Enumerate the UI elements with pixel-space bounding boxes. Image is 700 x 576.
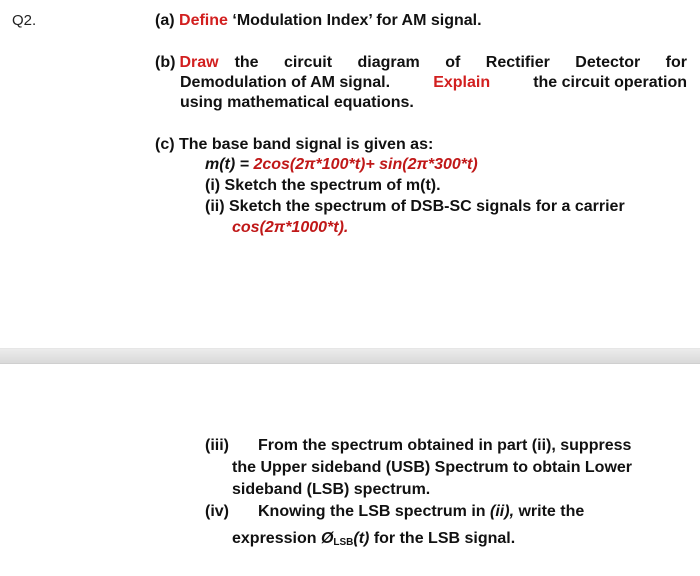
part-c-iv-ref: (ii), <box>490 503 515 520</box>
part-b-label: (b) <box>155 54 176 71</box>
equation-rhs: 2cos(2π*100*t)+ sin(2π*300*t) <box>253 156 478 173</box>
part-b-line2-pre: Demodulation of AM signal. <box>180 74 391 91</box>
part-c-iii-line2: the Upper sideband (USB) Spectrum to obtain Lower <box>232 459 633 476</box>
part-a-label: (a) <box>155 12 175 29</box>
part-a-text: ‘Modulation Index’ for AM signal. <box>232 12 482 29</box>
part-c-ii: (ii) Sketch the spectrum of DSB-SC signals for a carrier <box>205 198 625 215</box>
phi-lsb-symbol <box>321 530 369 547</box>
part-c-iv-line1-pre: Knowing the LSB spectrum in <box>258 503 486 520</box>
phi-symbol: Ø <box>320 530 334 547</box>
part-b-line3: using mathematical equations. <box>180 94 414 111</box>
phi-argument: (t) <box>353 530 370 547</box>
part-c-iii-line1: From the spectrum obtained in part (ii), suppress <box>258 437 632 454</box>
part-a <box>155 12 482 30</box>
baseband-equation <box>205 156 478 174</box>
part-c-iv-line2 <box>232 530 515 548</box>
draw-keyword: Draw <box>179 54 219 71</box>
explain-keyword: Explain <box>433 74 491 91</box>
part-c-iv-line1 <box>258 503 584 521</box>
part-c-intro: (c) The base band signal is given as: <box>155 136 434 153</box>
part-c-iv-line2-pre: expression <box>232 530 317 547</box>
part-c-iii-label: (iii) <box>205 437 229 454</box>
define-keyword: Define <box>179 12 228 29</box>
part-c-iv-line2-post: for the LSB signal. <box>373 530 516 547</box>
question-number: Q2. <box>12 12 37 29</box>
part-c-iii-line3: sideband (LSB) spectrum. <box>232 481 431 498</box>
part-b-line2-post: the circuit operation <box>533 74 687 91</box>
carrier-expression: cos(2π*1000*t). <box>232 219 349 236</box>
phi-subscript: LSB <box>333 537 354 548</box>
part-b-line2 <box>180 74 687 92</box>
part-b-line1-text: the circuit diagram of Rectifier Detector for <box>234 54 687 71</box>
part-b-line1 <box>155 54 687 72</box>
part-c-i: (i) Sketch the spectrum of m(t). <box>205 177 441 194</box>
page-divider <box>0 348 700 364</box>
equation-lhs: m(t) = <box>205 156 249 173</box>
part-c-iv-line1-post: write the <box>518 503 585 520</box>
part-c-iv-label: (iv) <box>205 503 229 520</box>
